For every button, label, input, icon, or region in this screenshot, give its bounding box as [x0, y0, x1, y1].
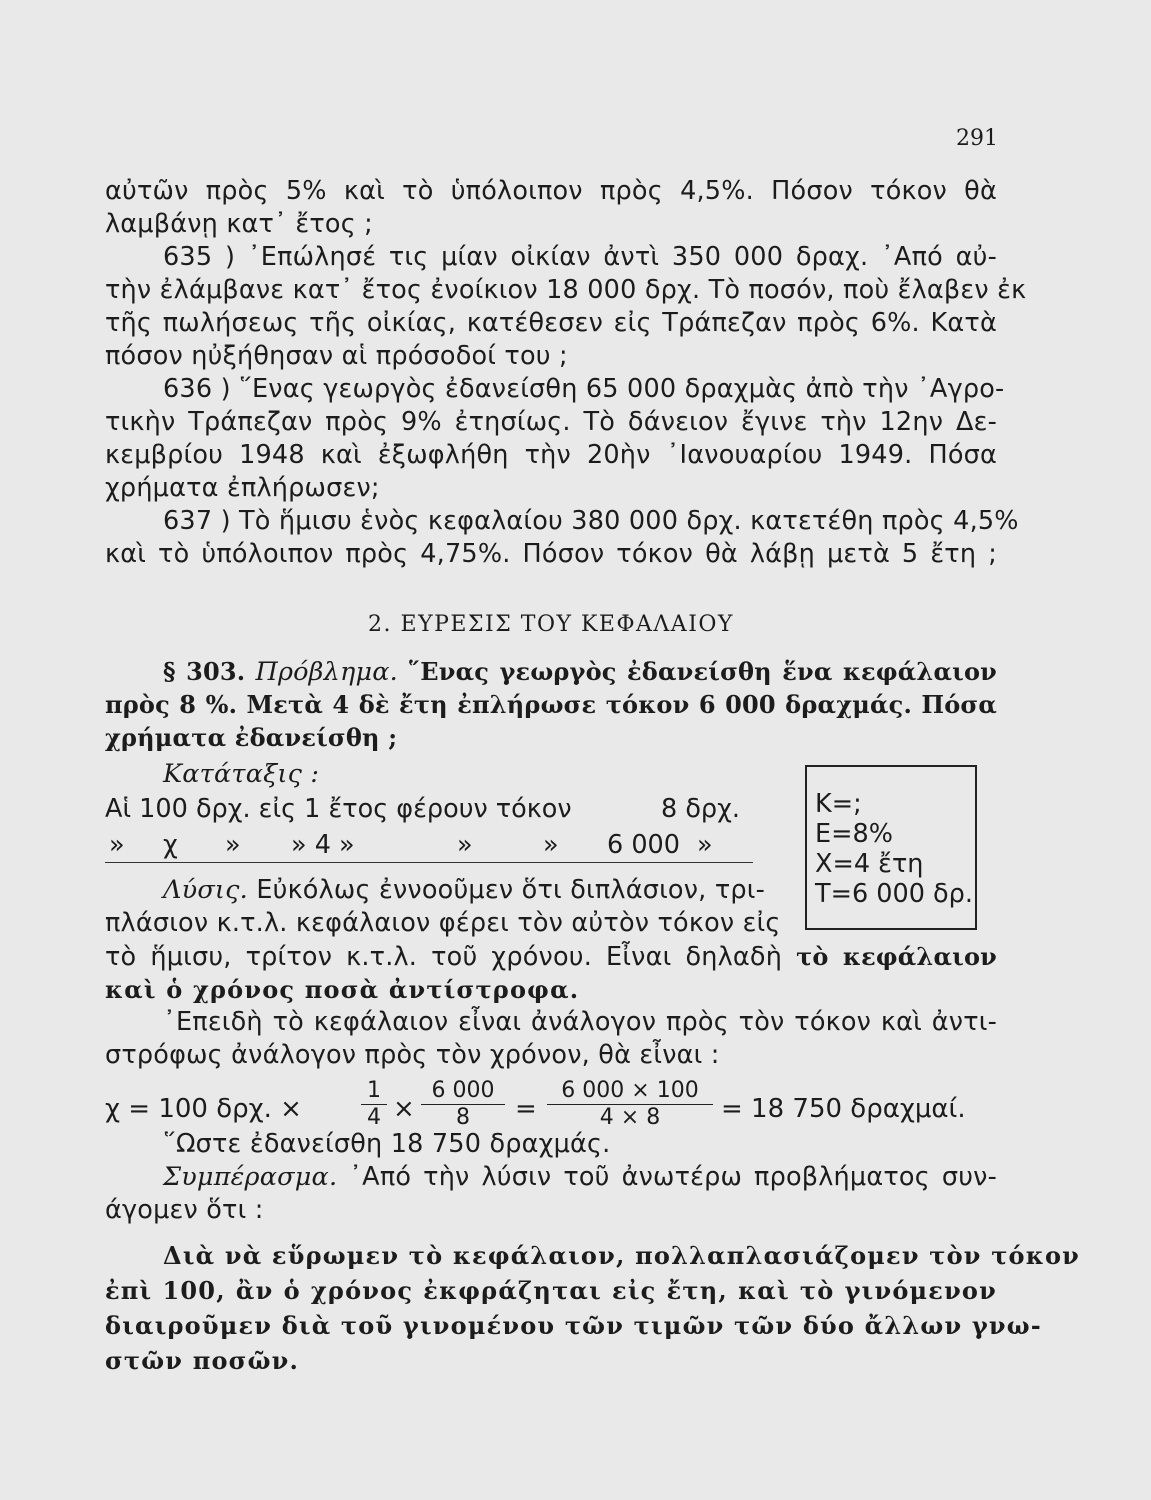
ditto-mark: » [543, 830, 559, 860]
problem-636-line: χρήματα ἐπλήρωσεν; [105, 473, 380, 503]
given-t: Τ=6 000 δρ. [815, 879, 973, 909]
given-x: Χ=4 ἔτη [815, 849, 924, 879]
fraction-denominator: 4 × 8 [599, 1105, 661, 1130]
solution-text: πλάσιον κ.τ.λ. κεφάλαιον φέρει τὸν αὐτὸν τόκον εἰς [105, 908, 781, 938]
given-e: Ε=8% [815, 819, 893, 849]
solution-block [105, 874, 781, 940]
fraction-numerator: 6 000 × 100 [547, 1078, 713, 1105]
rule-line: Διὰ νὰ εὕρωμεν τὸ κεφάλαιον, πολλαπλασιάζομεν τὸν τόκον [163, 1241, 1081, 1270]
arrangement-text: Αἱ 100 δρχ. εἰς 1 ἔτος φέρουν τόκον [105, 794, 572, 824]
given-k: Κ=; [815, 789, 862, 819]
givens-box [805, 765, 977, 930]
problem-635-line: τὴν ἐλάμβανε κατ᾽ ἔτος ἐνοίκιον 18 000 δρχ. Τὸ ποσόν, ποὺ ἔλαβεν ἐκ [105, 275, 1027, 305]
fraction-denominator: 8 [456, 1105, 470, 1130]
solution-line [105, 874, 765, 907]
arrangement-block [105, 758, 785, 863]
rule-line: στῶν ποσῶν. [105, 1346, 300, 1375]
arrangement-row [105, 791, 785, 827]
arrangement-text: » 4 » [291, 830, 355, 860]
exercise-block [105, 175, 1027, 571]
problem-635-line: 635 ) ᾽Επώλησέ τις μίαν οἰκίαν ἀντὶ 350 000 δραχ. ᾽Από αὐ- [163, 242, 997, 272]
solution-label: Λύσις. [163, 875, 248, 905]
problem-637-line: 637 ) Τὸ ἥμισυ ἑνὸς κεφαλαίου 380 000 δρχ. κατετέθη πρὸς 4,5% [163, 506, 1019, 536]
arrangement-value: 6 000 [607, 830, 681, 860]
fraction-numerator: 6 000 [421, 1078, 505, 1105]
solution-block-wide [105, 940, 997, 1072]
equals-sign: = [515, 1094, 537, 1124]
ditto-mark: » [109, 830, 125, 860]
unknown-x: χ [163, 830, 178, 860]
arrangement-row [105, 827, 785, 863]
solution-emphasis: τὸ κεφάλαιον [796, 942, 998, 971]
problem-636-line: 636 ) ῞Ενας γεωργὸς ἐδανείσθη 65 000 δραχμὰς ἀπὸ τὴν ᾽Αγρο- [163, 374, 1005, 404]
problem-text: ῞Ενας γεωργὸς ἐδανείσθη ἕνα κεφάλαιον [408, 657, 998, 686]
rule-line: ἐπὶ 100, ἂν ὁ χρόνος ἐκφράζηται εἰς ἔτη, καὶ τὸ γινόμενον [105, 1276, 997, 1305]
ditto-mark: » [225, 830, 241, 860]
text-line: αὐτῶν πρὸς 5% καὶ τὸ ὑπόλοιπον πρὸς 4,5%. Πόσον τόκον θὰ [105, 176, 997, 206]
result-line: ῞Ωστε ἐδανείσθη 18 750 δραχμάς. [163, 1129, 611, 1159]
fraction-denominator: 4 [367, 1105, 381, 1130]
arrangement-value: 8 δρχ. [661, 794, 740, 824]
solution-text: τὸ ἥμισυ, τρίτον κ.τ.λ. τοῦ χρόνου. Εἶναι δηλαδὴ [105, 942, 783, 972]
conclusion-text: ᾽Από τὴν λύσιν τοῦ ἀνωτέρω προβλήματος συν- [349, 1162, 997, 1192]
text-line: λαμβάνῃ κατ᾽ ἔτος ; [105, 209, 373, 239]
problem-636-line: κεμβρίου 1948 καὶ ἐξωφλήθη τὴν 20ὴν ᾽Ιανουαρίου 1949. Πόσα [105, 440, 997, 470]
section-label: § 303. [163, 657, 246, 686]
formula-result: = 18 750 δραχμαί. [721, 1094, 966, 1124]
conclusion-block [105, 1128, 997, 1227]
arrangement-rule [105, 862, 753, 863]
section-heading: 2. ΕΥΡΕΣΙΣ ΤΟΥ ΚΕΦΑΛΑΙΟΥ [368, 612, 734, 637]
problem-636-line: τικὴν Τράπεζαν πρὸς 9% ἐτησίως. Τὸ δάνειον ἔγινε τὴν 12ην Δε- [105, 407, 997, 437]
problem-635-line: τῆς πωλήσεως τῆς οἰκίας, κατέθεσεν εἰς Τράπεζαν πρὸς 6%. Κατὰ [105, 308, 997, 338]
fraction-numerator: 1 [361, 1078, 387, 1105]
conclusion-label: Συμπέρασμα. [163, 1162, 338, 1192]
solution-emphasis: καὶ ὁ χρόνος ποσὰ ἀντίστροφα. [105, 975, 580, 1004]
section-heading-block [105, 608, 997, 641]
problem-label: Πρόβλημα. [255, 657, 398, 687]
problem-637-line: καὶ τὸ ὑπόλοιπον πρὸς 4,75%. Πόσον τόκον θὰ λάβῃ μετὰ 5 ἔτη ; [105, 539, 997, 569]
section-303-block [105, 655, 997, 754]
fraction-interest-rate [421, 1078, 505, 1131]
solution-text: ᾽Επειδὴ τὸ κεφάλαιον εἶναι ἀνάλογον πρὸς τὸν τόκον καὶ ἀντι- [163, 1007, 997, 1037]
conclusion-line [105, 1161, 997, 1194]
solution-text: στρόφως ἀνάλογον πρὸς τὸν χρόνον, θὰ εἶναι : [105, 1040, 720, 1070]
problem-635-line: πόσον ηὐξήθησαν αἱ πρόσοδοί του ; [105, 341, 568, 371]
rule-line: διαιροῦμεν διὰ τοῦ γινομένου τῶν τιμῶν τῶν δύο ἄλλων γνω- [105, 1311, 1042, 1340]
problem-text: χρήματα ἐδανείσθη ; [105, 723, 398, 752]
ditto-mark: » [697, 830, 713, 860]
section-303-line [105, 655, 997, 688]
solution-text: Εὐκόλως ἐννοοῦμεν ὅτι διπλάσιον, τρι- [256, 875, 765, 905]
fraction-one-quarter [361, 1078, 387, 1131]
solution-line [105, 940, 997, 973]
fraction-combined [547, 1078, 713, 1131]
problem-text: πρὸς 8 %. Μετὰ 4 δὲ ἔτη ἐπλήρωσε τόκον 6 000 δραχμάς. Πόσα [105, 690, 997, 719]
times-sign: × [393, 1094, 415, 1124]
formula-lhs: χ = 100 δρχ. × [105, 1094, 302, 1124]
ditto-mark: » [457, 830, 473, 860]
page-number: 291 [956, 126, 998, 151]
conclusion-text: άγομεν ὅτι : [105, 1195, 264, 1225]
arrangement-title: Κατάταξις : [163, 759, 320, 789]
rule-block [105, 1238, 1081, 1378]
